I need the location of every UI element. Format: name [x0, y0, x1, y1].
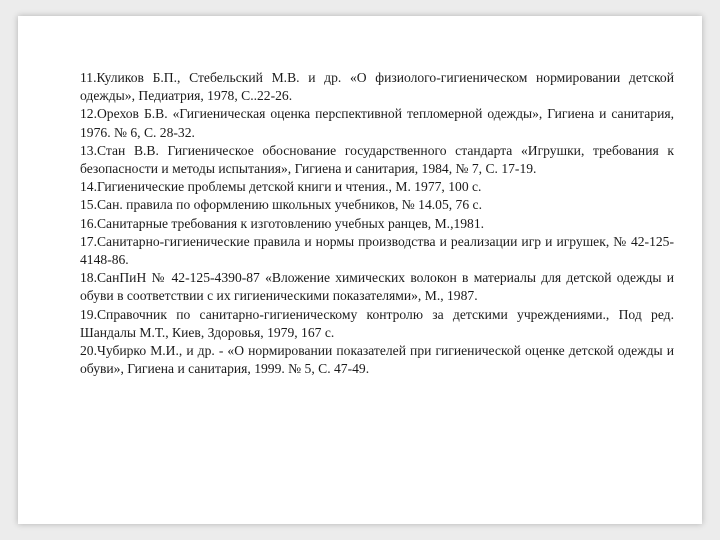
reference-item: 20.Чубирко М.И., и др. - «О нормировании показателей при гигиенической оценке детской одежды и обуви», Гигиена и санитария, 1999. № 5, С. 47-49.: [80, 343, 674, 377]
reference-item: 15.Сан. правила по оформлению школьных учебников, № 14.05, 76 с.: [80, 197, 482, 213]
reference-item: 16.Санитарные требования к изготовлению учебных ранцев, М.,1981.: [80, 215, 485, 231]
reference-item: 11.Куликов Б.П., Стебельский М.В. и др. «О физиолого-гигиеническом нормировании детской одежды», Педиатрия, 1978, С..22-26.: [80, 70, 674, 104]
reference-item: 14.Гигиенические проблемы детской книги и чтения., М. 1977, 100 с.: [80, 179, 482, 195]
slide: [18, 16, 702, 524]
reference-item: 17.Санитарно-гигиенические правила и нормы производства и реализации игр и игрушек, № 42-125-4148-86.: [80, 233, 674, 268]
reference-item: 19.Справочник по санитарно-гигиеническому контролю за детскими учреждениями., Под ред. Шандалы М.Т., Киев, Здоровья, 1979, 167 с.: [80, 306, 674, 340]
reference-item: 12.Орехов Б.В. «Гигиеническая оценка перспективной тепломерной одежды», Гигиена и санитария, 1976. № 6, С. 28-32.: [80, 106, 674, 140]
reference-item: 18.СанПиН № 42-125-4390-87 «Вложение химических волокон в материалы для детской одежды и обуви в соответствии с их гигиеническими показателями», М., 1987.: [80, 270, 674, 304]
reference-item: 13.Стан В.В. Гигиеническое обоснование государственного стандарта «Игрушки, требования к безопасности и методы испытания», Гигиена и санитария, 1984, № 7, С. 17-19.: [80, 142, 674, 177]
reference-list: [80, 69, 674, 378]
